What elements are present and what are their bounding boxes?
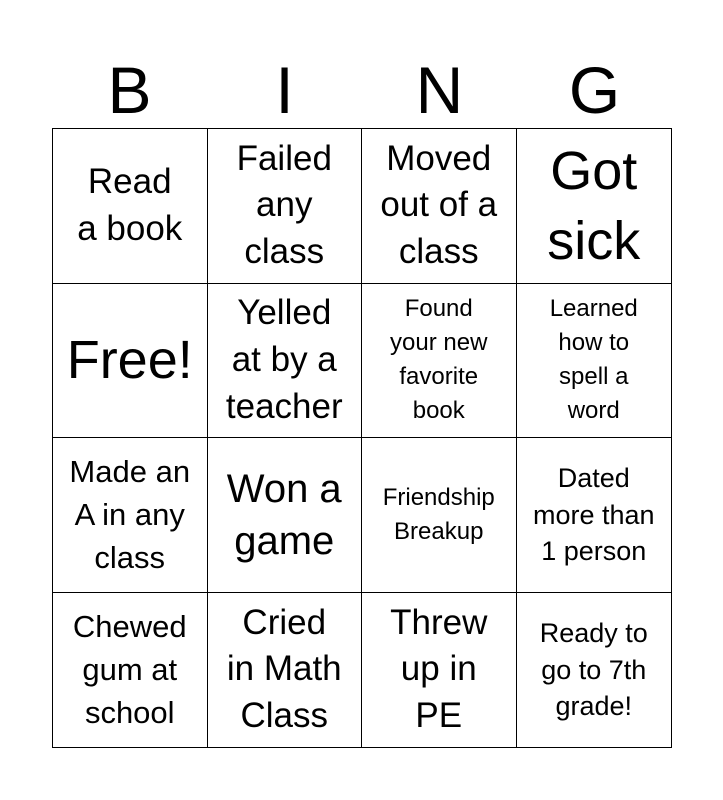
bingo-cell[interactable] bbox=[517, 438, 672, 593]
cell-text: Chewed gum at school bbox=[72, 608, 187, 731]
bingo-cell[interactable] bbox=[362, 593, 517, 748]
bingo-cell[interactable] bbox=[362, 129, 517, 284]
cell-text: Won a game bbox=[226, 466, 342, 563]
cell-text: Free! bbox=[66, 330, 193, 391]
bingo-grid bbox=[52, 128, 672, 748]
cell-text: Ready to go to 7th grade! bbox=[539, 618, 648, 721]
cell-text: Yelled at by a teacher bbox=[225, 293, 343, 426]
bingo-cell[interactable] bbox=[517, 129, 672, 284]
bingo-cell[interactable] bbox=[208, 593, 363, 748]
header-letter-n: N bbox=[415, 53, 464, 127]
header-letter-i: I bbox=[275, 53, 294, 127]
bingo-cell[interactable] bbox=[208, 129, 363, 284]
bingo-cell[interactable] bbox=[362, 284, 517, 439]
bingo-header bbox=[52, 52, 672, 128]
bingo-cell[interactable] bbox=[208, 284, 363, 439]
bingo-cell[interactable] bbox=[517, 284, 672, 439]
bingo-cell-free[interactable] bbox=[53, 284, 208, 439]
cell-text: Failed any class bbox=[236, 138, 332, 272]
bingo-cell[interactable] bbox=[53, 129, 208, 284]
cell-text: Friendship Breakup bbox=[382, 483, 495, 545]
cell-text: Threw up in PE bbox=[390, 602, 488, 736]
cell-text: Found your new favorite book bbox=[390, 295, 488, 425]
cell-text: Got sick bbox=[547, 140, 641, 271]
bingo-cell[interactable] bbox=[208, 438, 363, 593]
header-letter-b: B bbox=[107, 53, 152, 127]
cell-text: Moved out of a class bbox=[380, 138, 498, 272]
cell-text: Made an A in any class bbox=[69, 453, 191, 576]
bingo-cell[interactable] bbox=[517, 593, 672, 748]
cell-text: Read a book bbox=[77, 162, 183, 248]
bingo-cell[interactable] bbox=[53, 438, 208, 593]
bingo-cell[interactable] bbox=[362, 438, 517, 593]
cell-text: Learned how to spell a word bbox=[549, 295, 638, 425]
cell-text: Dated more than 1 person bbox=[532, 463, 655, 566]
bingo-cell[interactable] bbox=[53, 593, 208, 748]
cell-text: Cried in Math Class bbox=[226, 602, 342, 736]
header-letter-g: G bbox=[568, 53, 621, 127]
